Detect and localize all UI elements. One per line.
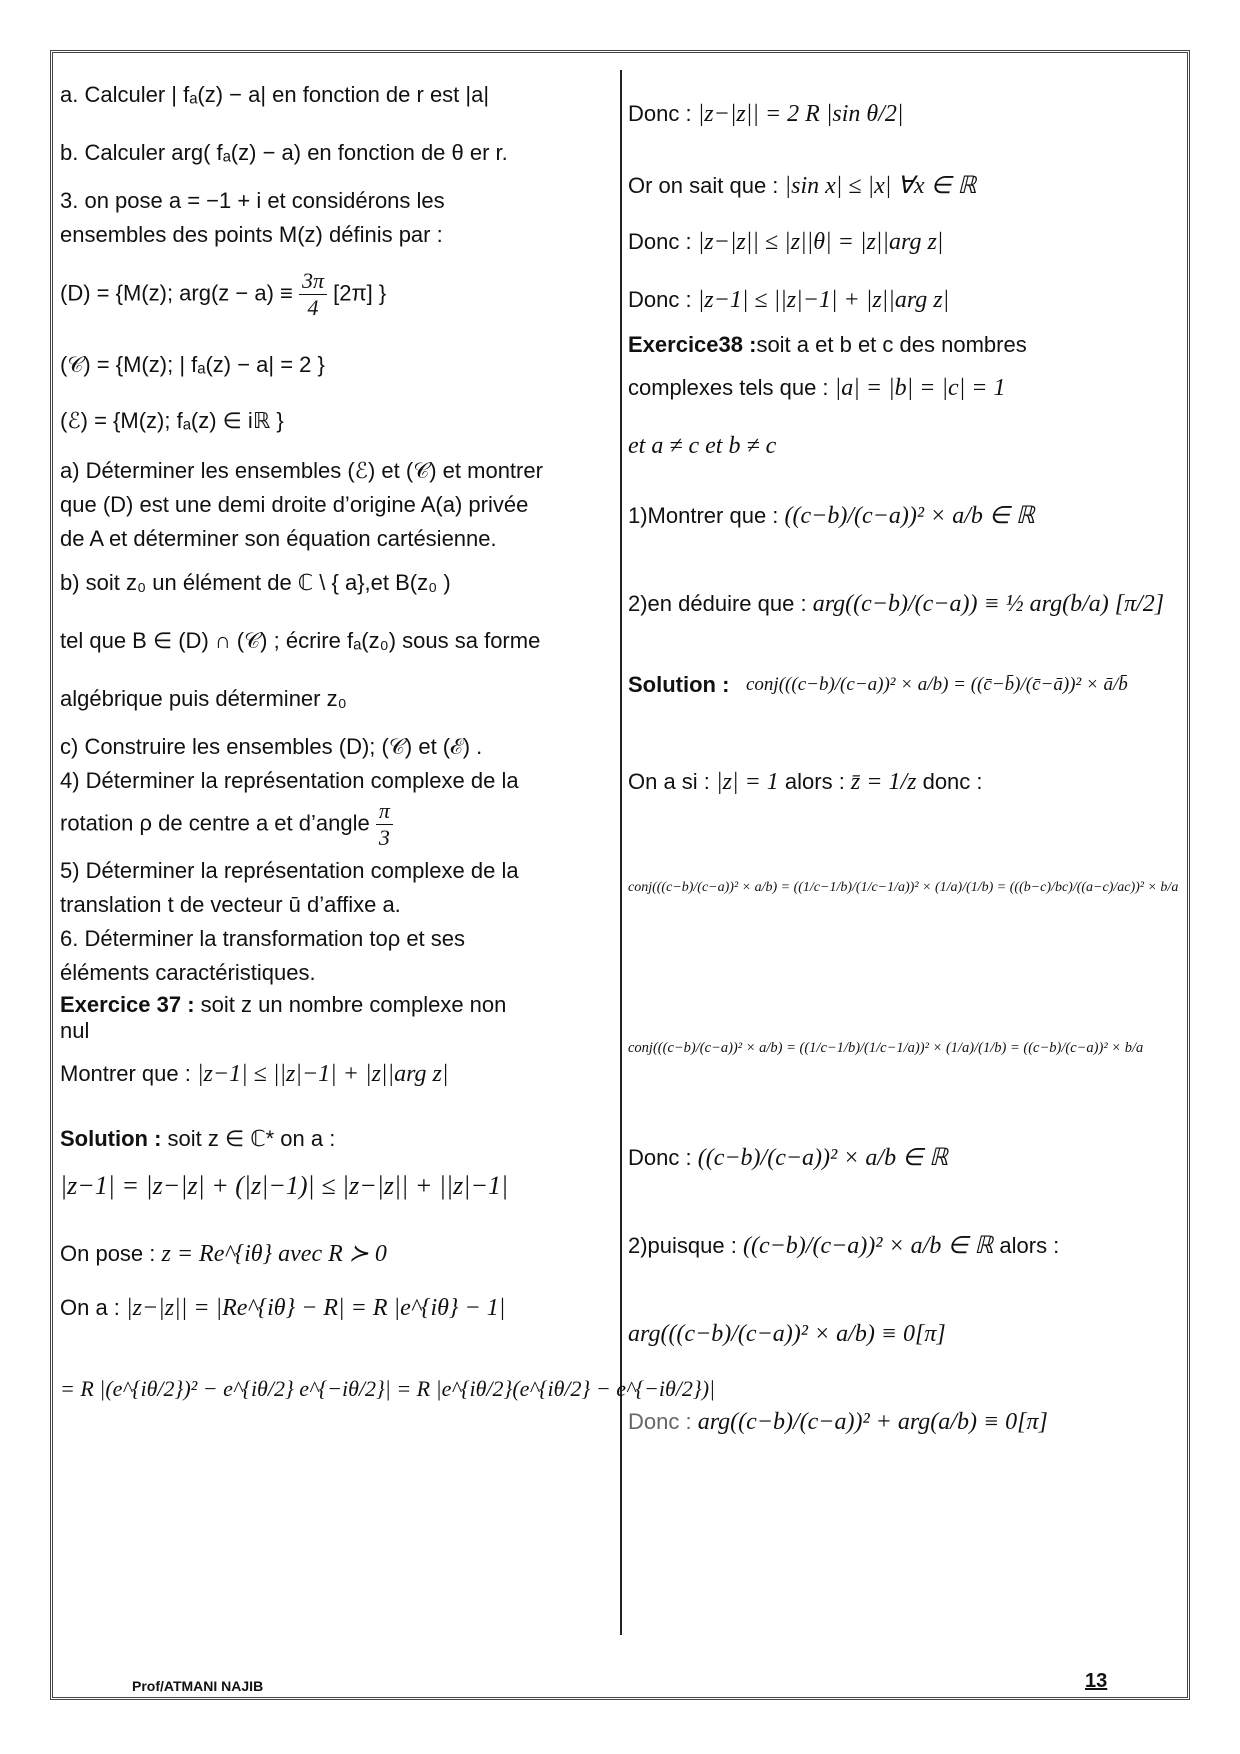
question-1-label: 1)Montrer que :: [628, 503, 785, 528]
set-d-definition: [60, 268, 386, 322]
result-sin-line: [628, 100, 903, 129]
question-1-line: [628, 502, 1035, 531]
set-d-modulo: [2π] }: [333, 280, 387, 306]
fraction-3pi-4: [299, 268, 327, 322]
question-a-line2: que (D) est une demi droite d’origine A(a) privée: [60, 492, 529, 517]
bound-theta-formula: |z−|z|| ≤ |z||θ| = |z||arg z|: [697, 229, 944, 255]
exercise-37-statement: soit z un nombre complexe non: [194, 992, 507, 1017]
solution-title: Solution :: [60, 1126, 162, 1151]
question-2-formula: arg((c−b)/(c−a)) ≡ ½ arg(b/a) [π/2]: [812, 591, 1165, 617]
hypothesis-label: complexes tels que :: [628, 375, 835, 400]
question-1-formula: ((c−b)/(c−a))² × a/b ∈ ℝ: [784, 503, 1035, 529]
modulus-line: [60, 1294, 505, 1323]
exercise-37-statement-cont: nul: [60, 1018, 90, 1043]
donc-label: Donc :: [628, 1145, 698, 1170]
conjugate-computation-2: conj(((c−b)/(c−a))² × a/b) = ((1/c−1/b)/(1/c−1/a))² × (1/a)/(1/b) = ((c−b)/(c−a))² × b/a: [628, 1040, 1144, 1056]
donc-label: donc :: [916, 769, 983, 794]
donc-label: Donc :: [628, 229, 698, 254]
set-d-text: (D) = {M(z); arg(z − a) ≡: [60, 280, 293, 306]
fraction-pi-3: [376, 798, 393, 852]
alors-label: alors :: [993, 1233, 1060, 1258]
set-c-definition: (𝒞) = {M(z); | fₐ(z) − a| = 2 }: [60, 352, 325, 377]
puisque-line: [628, 1232, 1059, 1261]
conclusion-37-line: [628, 286, 949, 315]
conjugate-formula: conj(((c−b)/(c−a))² × a/b) = ((c̄−b̄)/(c̄−ā))² × ā/b̄: [746, 674, 1128, 695]
sin-bound-line: [628, 172, 976, 201]
question-a-line1: a) Déterminer les ensembles (ℰ) et (𝒞) et montrer: [60, 458, 543, 483]
polar-form: z = Re^{iθ} avec R ≻ 0: [161, 1241, 387, 1267]
question-6-line1: 6. Déterminer la transformation toρ et ses: [60, 926, 466, 951]
question-2-label: 2)en déduire que :: [628, 591, 813, 616]
real-conclusion-line: [628, 1144, 948, 1173]
exercise-37-heading: [60, 992, 506, 1018]
donc-label: Donc :: [628, 287, 698, 312]
on-pose-label: On pose :: [60, 1241, 162, 1266]
exercise-38-heading: [628, 332, 1027, 358]
question-a-line3: de A et déterminer son équation cartésienne.: [60, 526, 497, 551]
modulus-one: |z| = 1: [716, 769, 779, 795]
item-a-text: a. Calculer | fₐ(z) − a| en fonction de r est |a|: [60, 82, 490, 107]
solution-38-title: Solution :: [628, 672, 730, 697]
set-e-definition: (ℰ) = {M(z); fₐ(z) ∈ iℝ }: [60, 408, 284, 433]
donc-label: Donc :: [628, 101, 698, 126]
author-footer: Prof/ATMANI NAJIB: [132, 1678, 264, 1694]
denominator: 3: [378, 825, 390, 851]
numerator: 3π: [299, 268, 327, 295]
question-2-line: [628, 590, 1164, 619]
question-6-line2: éléments caractéristiques.: [60, 960, 316, 985]
factorization-line: = R |(e^{iθ/2})² − e^{iθ/2} e^{−iθ/2}| = R |e^{iθ/2}(e^{iθ/2} − e^{−iθ/2})|: [60, 1376, 716, 1401]
polar-form-line: [60, 1240, 387, 1269]
exercise-37-goal: [60, 1060, 449, 1089]
question-b-line2: tel que B ∈ (D) ∩ (𝒞) ; écrire fₐ(z₀) sous sa forme: [60, 628, 541, 653]
question-b-line3: algébrique puis déterminer z₀: [60, 686, 347, 711]
item-3-text: 3. on pose a = −1 + i et considérons les: [60, 188, 445, 213]
exercise-37-title: Exercice 37 :: [60, 992, 195, 1017]
item-3-text-cont: ensembles des points M(z) définis par :: [60, 222, 443, 247]
bound-theta-line: [628, 228, 943, 257]
show-that-label: Montrer que :: [60, 1061, 197, 1086]
item-b-text: b. Calculer arg( fₐ(z) − a) en fonction de θ er r.: [60, 140, 508, 165]
question-c: c) Construire les ensembles (D); (𝒞) et (ℰ) .: [60, 734, 483, 759]
distinct-condition: et a ≠ c et b ≠ c: [628, 433, 777, 459]
puisque-label: 2)puisque :: [628, 1233, 743, 1258]
on-a-label: On a :: [60, 1295, 127, 1320]
question-5-line2: translation t de vecteur ū d’affixe a.: [60, 892, 401, 917]
conjugate-computation-1: conj(((c−b)/(c−a))² × a/b) = ((1/c−1/b)/(1/c−1/a))² × (1/a)/(1/b) = (((b−c)/bc)/((a−c)/ac))² × b/a: [628, 880, 1179, 895]
arg-sum-formula: arg((c−b)/(c−a))² + arg(a/b) ≡ 0[π]: [697, 1409, 1048, 1435]
solution-37-heading: [60, 1126, 335, 1152]
modulus-formula: |z−|z|| = |Re^{iθ} − R| = R |e^{iθ} − 1|: [126, 1295, 506, 1321]
exercise-38-hypothesis: [628, 374, 1006, 403]
unit-circle-line: [628, 768, 983, 797]
on-a-si-label: On a si :: [628, 769, 717, 794]
question-5-line1: 5) Déterminer la représentation complexe de la: [60, 858, 519, 883]
question-4-line2: [60, 798, 393, 852]
rotation-text: rotation ρ de centre a et d’angle: [60, 810, 370, 836]
triangle-inequality: |z−1| = |z−|z| + (|z|−1)| ≤ |z−|z|| + ||z|−1|: [60, 1171, 509, 1200]
or-label: Or on sait que :: [628, 173, 785, 198]
page-number: 13: [1085, 1670, 1108, 1692]
arg-sum-line: [628, 1408, 1048, 1437]
conjugate-inverse: z̄ = 1/z: [850, 769, 917, 795]
right-column: [628, 0, 1183, 1754]
alors-label: alors :: [778, 769, 851, 794]
exercise-38-title: Exercice38 :: [628, 332, 757, 357]
puisque-formula: ((c−b)/(c−a))² × a/b ∈ ℝ: [742, 1233, 994, 1259]
solution-38-line: [628, 672, 729, 698]
sin-bound-formula: |sin x| ≤ |x| ∀x ∈ ℝ: [784, 173, 977, 199]
arg-zero-formula: arg(((c−b)/(c−a))² × a/b) ≡ 0[π]: [628, 1321, 946, 1347]
real-conclusion-formula: ((c−b)/(c−a))² × a/b ∈ ℝ: [697, 1145, 948, 1171]
numerator: π: [376, 798, 393, 825]
conclusion-formula: |z−1| ≤ ||z|−1| + |z||arg z|: [697, 287, 950, 313]
donc-label: Donc :: [628, 1409, 698, 1434]
unit-modulus-formula: |a| = |b| = |c| = 1: [834, 375, 1006, 401]
denominator: 4: [307, 295, 319, 321]
exercise-38-statement: soit a et b et c des nombres: [756, 332, 1027, 357]
sin-formula: |z−|z|| = 2 R |sin θ/2|: [697, 101, 904, 127]
solution-intro: soit z ∈ ℂ* on a :: [161, 1126, 336, 1151]
inequality-formula: |z−1| ≤ ||z|−1| + |z||arg z|: [196, 1061, 449, 1087]
question-b-line1: b) soit z₀ un élément de ℂ \ { a},et B(z₀ ): [60, 570, 451, 595]
question-4-line1: 4) Déterminer la représentation complexe de la: [60, 768, 519, 793]
